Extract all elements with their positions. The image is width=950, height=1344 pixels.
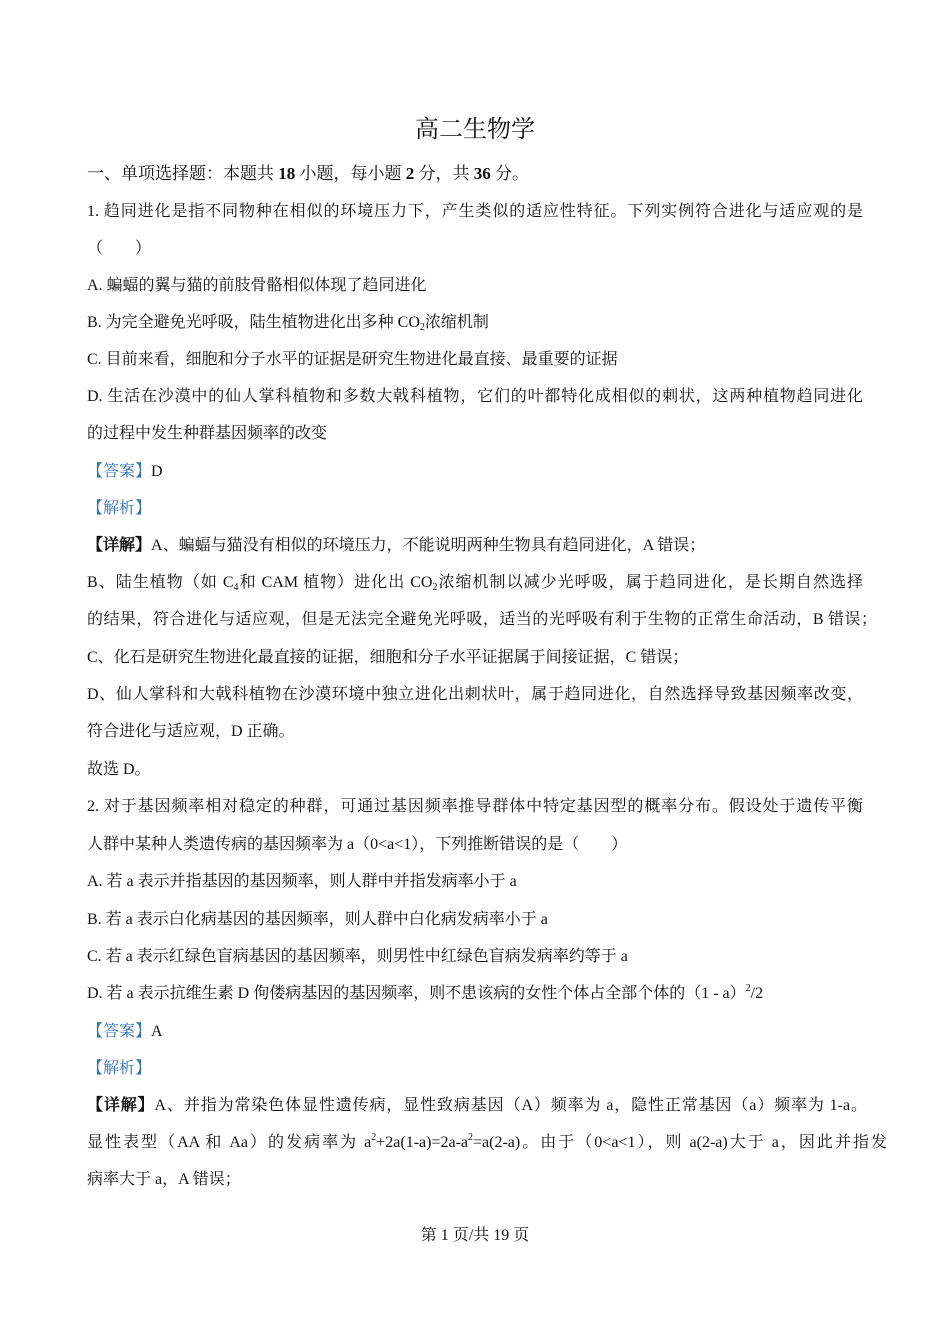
page-number: 第 1 页/共 19 页 bbox=[420, 1227, 530, 1244]
q1-answer bbox=[87, 461, 163, 483]
q1-stem-bracket: （ ） bbox=[87, 240, 152, 257]
text: +2a(1-a)=2a-a bbox=[376, 1134, 469, 1151]
answer-label: 【答案】 bbox=[87, 463, 152, 480]
q2-detail-1 bbox=[87, 1095, 867, 1117]
q2-answer bbox=[87, 1021, 163, 1043]
text: D. 若 a 表示抗维生素 D 佝偻病基因的基因频率，则不患该病的女性个体占全部个体的（1 - a） bbox=[87, 985, 746, 1002]
q2-option-c: C. 若 a 表示红绿色盲病基因的基因频率，则男性中红绿色盲病发病率约等于 a bbox=[87, 948, 628, 965]
detail-label: 【详解】 bbox=[87, 1097, 155, 1114]
q1-option-d-cont: 的过程中发生种群基因频率的改变 bbox=[87, 425, 328, 442]
q2-stem: 2. 对于基因频率相对稳定的种群，可通过基因频率推导群体中特定基因型的概率分布。假设处于遗传平衡 bbox=[87, 798, 863, 815]
text: 显性表型（AA 和 Aa）的发病率为 a bbox=[87, 1134, 372, 1151]
q2-detail-3: 病率大于 a，A 错误； bbox=[87, 1171, 241, 1188]
q2-option-d bbox=[87, 983, 763, 1005]
q1-conclusion: 故选 D。 bbox=[87, 761, 151, 778]
q2-option-b: B. 若 a 表示白化病基因的基因频率，则人群中白化病发病率小于 a bbox=[87, 911, 548, 928]
text: A、蝙蝠与猫没有相似的环境压力，不能说明两种生物具有趋同进化，A 错误； bbox=[151, 537, 706, 554]
q2-option-a: A. 若 a 表示并指基因的基因频率，则人群中并指发病率小于 a bbox=[87, 873, 517, 890]
q1-option-a: A. 蝙蝠的翼与猫的前肢骨骼相似体现了趋同进化 bbox=[87, 277, 427, 294]
answer-label: 【答案】 bbox=[87, 1023, 152, 1040]
q1-detail-3: 的结果，符合进化与适应观，但是无法完全避免光呼吸，适当的光呼吸有利于生物的正常生命活动，B 错误； bbox=[87, 611, 877, 628]
subscript: 4 bbox=[233, 582, 239, 593]
q1-detail-5: D、仙人掌科和大戟科植物在沙漠环境中独立进化出刺状叶，属于趋同进化，自然选择导致基因频率改变， bbox=[87, 686, 863, 703]
detail-label: 【详解】 bbox=[87, 537, 152, 554]
superscript: 2 bbox=[371, 1132, 377, 1143]
q2-analysis-label: 【解析】 bbox=[87, 1060, 152, 1077]
text: 浓缩机制 bbox=[424, 314, 489, 331]
heading-text: 分。 bbox=[490, 164, 529, 183]
q1-analysis-label: 【解析】 bbox=[87, 500, 152, 517]
question-count: 18 bbox=[278, 164, 296, 183]
heading-text: 小题，每小题 bbox=[295, 164, 406, 183]
q1-detail-1 bbox=[87, 535, 705, 557]
text: =a(2-a)。由于（0<a<1），则 a(2-a)大于 a，因此并指发 bbox=[473, 1134, 887, 1151]
answer-value: A bbox=[151, 1023, 163, 1040]
q1-option-c: C. 目前来看，细胞和分子水平的证据是研究生物进化最直接、最重要的证据 bbox=[87, 351, 618, 368]
text: /2 bbox=[750, 985, 764, 1002]
heading-text: 分，共 bbox=[414, 164, 474, 183]
page-title: 高二生物学 bbox=[415, 117, 535, 143]
heading-text: 一、单项选择题：本题共 bbox=[87, 164, 279, 183]
q1-option-d: D. 生活在沙漠中的仙人掌科植物和多数大戟科植物，它们的叶都特化成相似的刺状，这两种植物趋同进化 bbox=[87, 388, 863, 405]
points-each: 2 bbox=[405, 164, 415, 183]
q1-option-b bbox=[87, 312, 489, 334]
answer-value: D bbox=[151, 463, 163, 480]
q2-stem-cont: 人群中某种人类遗传病的基因频率为 a（0<a<1），下列推断错误的是（ ） bbox=[87, 836, 628, 853]
q1-detail-6: 符合进化与适应观，D 正确。 bbox=[87, 723, 295, 740]
text: 浓缩机制以减少光呼吸，属于趋同进化，是长期自然选择 bbox=[437, 574, 863, 591]
q1-stem: 1. 趋同进化是指不同物种在相似的环境压力下，产生类似的适应性特征。下列实例符合进化与适应观的是 bbox=[87, 203, 863, 220]
q2-detail-2 bbox=[87, 1132, 887, 1154]
superscript: 2 bbox=[745, 983, 751, 994]
subscript: 2 bbox=[419, 322, 425, 333]
superscript: 2 bbox=[468, 1132, 474, 1143]
section-heading bbox=[87, 163, 529, 185]
points-total: 36 bbox=[473, 164, 491, 183]
text: A、并指为常染色体显性遗传病，显性致病基因（A）频率为 a，隐性正常基因（a）频率为 1-a。 bbox=[154, 1097, 867, 1114]
q1-detail-4: C、化石是研究生物进化最直接的证据，细胞和分子水平证据属于间接证据，C 错误； bbox=[87, 649, 689, 666]
text: B. 为完全避免光呼吸，陆生植物进化出多种 CO bbox=[87, 314, 420, 331]
text: 和 CAM 植物）进化出 CO bbox=[238, 574, 433, 591]
text: B、陆生植物（如 C bbox=[87, 574, 234, 591]
q1-detail-2 bbox=[87, 572, 863, 594]
subscript: 2 bbox=[432, 582, 438, 593]
